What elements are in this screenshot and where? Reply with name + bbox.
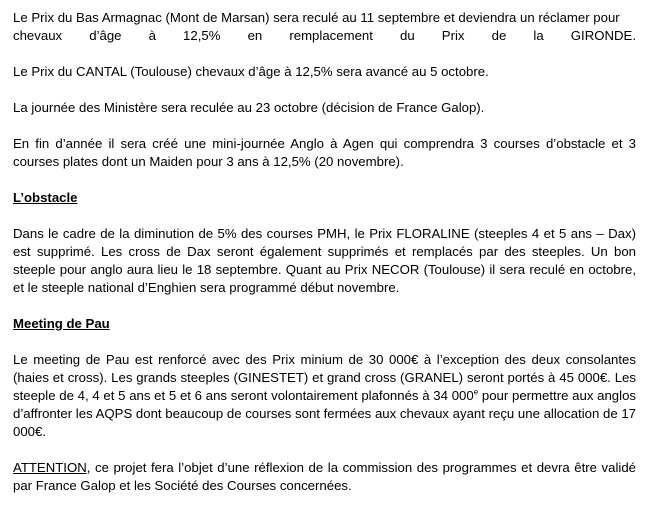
- paragraph-attention: [13, 459, 636, 495]
- attention-label: ATTENTION: [13, 460, 87, 475]
- heading-obstacle: L’obstacle: [13, 190, 78, 205]
- paragraph-obstacle: Dans le cadre de la diminution de 5% des courses PMH, le Prix FLORALINE (steeples 4 et 5 ans – Dax) est supprimé. Les cross de Dax seront également supprimés et remplacés par des steeples. Un bon steeple pour anglo aura lieu le 18 septembre. Quant au Prix NECOR (Toulouse) il sera reculé en octobre, et le steeple national d’Enghien sera programmé début novembre.: [13, 226, 636, 295]
- paragraph-bas-armagnac: [13, 9, 636, 45]
- paragraph-meeting-pau-part1: Le meeting de Pau est renforcé avec des Prix minium de 30 000€ à l’exception des deux consolantes (haies et cross). Les grands steeples (GINESTET) et grand cross (GRANEL) seront portés à 45 000€. Les steeple de 4, 4 et 5 ans et 5 et 6 ans seront volontairement plafonnés à 34 000: [13, 352, 636, 403]
- paragraph-bas-armagnac-line1: Le Prix du Bas Armagnac (Mont de Marsan) sera reculé au 11 septembre et deviendra un réclamer pour: [13, 10, 620, 25]
- paragraph-bas-armagnac-line2: chevaux d’âge à 12,5% en remplacement du Prix de la GIRONDE.: [13, 28, 636, 43]
- paragraph-cantal: Le Prix du CANTAL (Toulouse) chevaux d’âge à 12,5% sera avancé au 5 octobre.: [13, 64, 489, 79]
- attention-text: , ce projet fera l’objet d’une réflexion de la commission des programmes et devra être validé par France Galop et les Société des Courses concernées.: [13, 460, 636, 493]
- paragraph-meeting-pau: [13, 351, 636, 441]
- superscript-e: e: [473, 387, 479, 397]
- paragraph-ministere: La journée des Ministère sera reculée au 23 octobre (décision de France Galop).: [13, 100, 485, 115]
- paragraph-anglo-agen: En fin d’année il sera créé une mini-journée Anglo à Agen qui comprendra 3 courses d’obstacle et 3 courses plates dont un Maiden pour 3 ans à 12,5% (20 novembre).: [13, 136, 636, 169]
- paragraph-meeting-pau-part2: pour permettre aux anglos d’affronter les AQPS dont beaucoup de courses sont fermées aux chevaux ayant reçu une allocation de 17 000€.: [13, 388, 637, 439]
- heading-meeting-pau: Meeting de Pau: [13, 316, 110, 331]
